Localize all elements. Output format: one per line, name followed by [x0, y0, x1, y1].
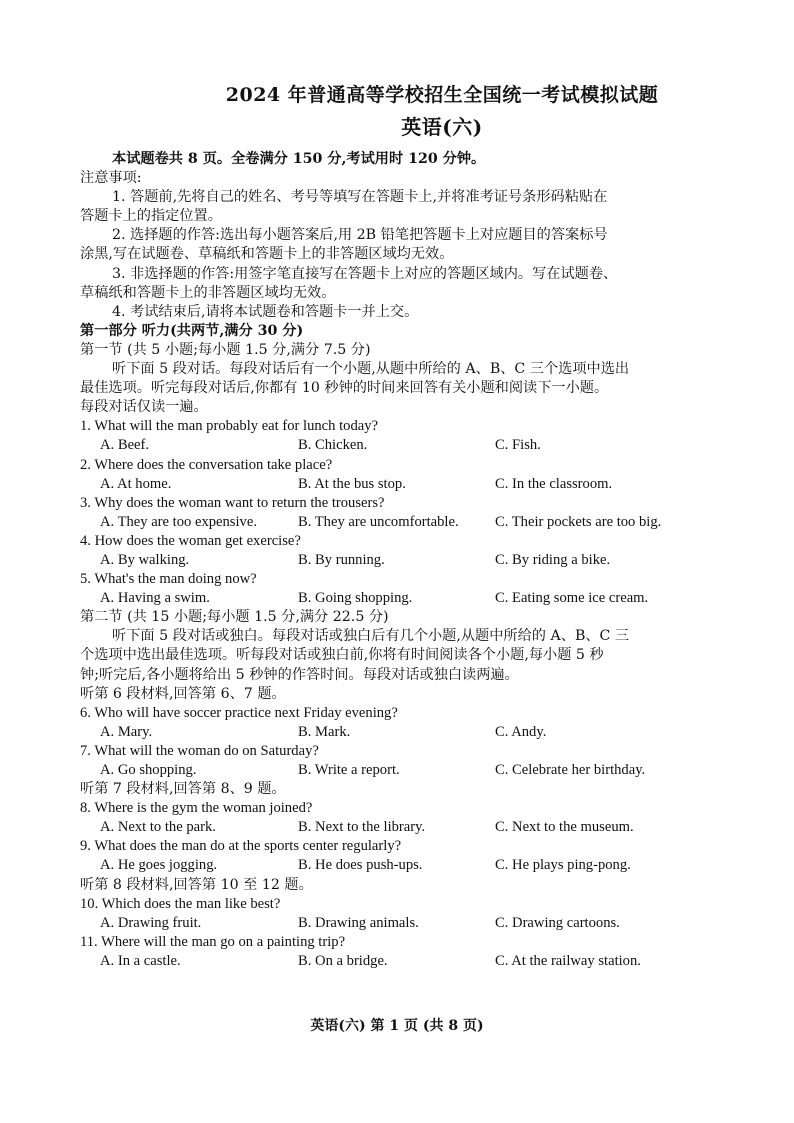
question-options	[80, 818, 748, 837]
section1-instruction-2: 最佳选项。听完每段对话后,你都有 10 秒钟的时间来回答有关小题和阅读下一小题。	[80, 380, 609, 397]
exam-summary: 本试题卷共 8 页。全卷满分 150 分,考试用时 120 分钟。	[112, 151, 486, 167]
section1-instruction-3: 每段对话仅读一遍。	[80, 399, 208, 416]
option-a: A. Beef.	[100, 437, 150, 454]
question-2	[80, 456, 748, 494]
question-stem: 5. What's the man doing now?	[80, 571, 257, 588]
question-stem: 3. Why does the woman want to return the trousers?	[80, 494, 385, 511]
question-7	[80, 742, 748, 780]
option-b: B. Write a report.	[298, 762, 400, 778]
question-9	[80, 837, 748, 875]
section1-heading: 第一节 (共 5 小题;每小题 1.5 分,满分 7.5 分)	[80, 341, 371, 358]
question-options	[80, 856, 748, 875]
question-options	[80, 513, 748, 532]
question-8	[80, 799, 748, 837]
page-footer: 英语(六) 第 1 页 (共 8 页)	[310, 1018, 484, 1034]
option-b: B. Going shopping.	[298, 590, 413, 607]
notice-1-line-2: 答题卡上的指定位置。	[80, 208, 222, 225]
question-options	[80, 914, 748, 933]
section2-instruction-1: 听下面 5 段对话或独白。每段对话或独白后有几个小题,从题中所给的 A、B、C 三	[112, 628, 630, 645]
question-stem: 8. Where is the gym the woman joined?	[80, 800, 313, 817]
question-stem: 11. Where will the man go on a painting trip?	[80, 933, 346, 950]
option-b: B. They are uncomfortable.	[298, 513, 459, 530]
option-c: C. Fish.	[495, 437, 541, 454]
question-options	[80, 761, 748, 780]
question-11	[80, 933, 748, 971]
question-options	[80, 551, 748, 570]
question-options	[80, 952, 748, 971]
question-options	[80, 436, 748, 455]
option-c: C. By riding a bike.	[495, 551, 611, 568]
material-7-note: 听第 7 段材料,回答第 8、9 题。	[80, 781, 286, 798]
notice-4: 4. 考试结束后,请将本试题卷和答题卡一并上交。	[112, 303, 419, 320]
question-4	[80, 532, 748, 570]
option-a: A. In a castle.	[100, 952, 181, 969]
option-b: B. Next to the library.	[298, 819, 426, 836]
question-3	[80, 494, 748, 532]
option-b: B. At the bus stop.	[298, 475, 406, 492]
question-options	[80, 723, 748, 742]
question-5	[80, 570, 748, 608]
option-c: C. In the classroom.	[495, 475, 613, 492]
question-stem: 1. What will the man probably eat for lunch today?	[80, 418, 379, 435]
notice-1-line-1: 1. 答题前,先将自己的姓名、考号等填写在答题卡上,并将准考证号条形码粘贴在	[112, 189, 608, 206]
question-stem: 9. What does the man do at the sports center regularly?	[80, 838, 402, 855]
question-options	[80, 475, 748, 494]
section2-heading: 第二节 (共 15 小题;每小题 1.5 分,满分 22.5 分)	[80, 609, 389, 626]
option-c: C. Their pockets are too big.	[495, 513, 662, 530]
material-6-note: 听第 6 段材料,回答第 6、7 题。	[80, 685, 286, 702]
exam-header	[0, 80, 794, 140]
exam-subject: 英语(六)	[401, 115, 483, 139]
exam-title: 2024 年普通高等学校招生全国统一考试模拟试题	[225, 84, 659, 106]
option-a: A. Go shopping.	[100, 762, 197, 778]
question-6	[80, 704, 748, 742]
section2-instruction-2: 个选项中选出最佳选项。听每段对话或独白前,你将有时间阅读各个小题,每小题 5 秒	[80, 647, 604, 664]
option-a: A. Mary.	[100, 723, 153, 740]
exam-body	[80, 150, 748, 971]
option-b: B. By running.	[298, 551, 385, 568]
option-a: A. They are too expensive.	[100, 513, 257, 530]
notice-3-line-2: 草稿纸和答题卡上的非答题区域均无效。	[80, 284, 336, 301]
section2-instruction-3: 钟;听完后,各小题将给出 5 秒钟的作答时间。每段对话或独白读两遍。	[80, 666, 519, 683]
notice-label: 注意事项:	[80, 170, 142, 187]
question-stem: 4. How does the woman get exercise?	[80, 532, 301, 549]
part1-heading: 第一部分 听力(共两节,满分 30 分)	[80, 322, 304, 339]
option-c: C. At the railway station.	[495, 952, 641, 969]
question-stem: 6. Who will have soccer practice next Friday evening?	[80, 704, 398, 721]
question-stem: 7. What will the woman do on Saturday?	[80, 742, 319, 759]
option-a: A. By walking.	[100, 551, 190, 568]
option-a: A. Drawing fruit.	[100, 914, 202, 931]
material-8-note: 听第 8 段材料,回答第 10 至 12 题。	[80, 876, 313, 893]
notice-2-line-2: 涂黑,写在试题卷、草稿纸和答题卡上的非答题区域均无效。	[80, 246, 454, 263]
option-a: A. He goes jogging.	[100, 857, 218, 874]
option-b: B. Mark.	[298, 723, 351, 740]
option-c: C. He plays ping-pong.	[495, 857, 631, 874]
option-b: B. Drawing animals.	[298, 914, 419, 931]
question-1	[80, 417, 748, 455]
question-stem: 10. Which does the man like best?	[80, 895, 281, 912]
option-b: B. On a bridge.	[298, 952, 388, 969]
option-a: A. Next to the park.	[100, 819, 216, 836]
option-c: C. Andy.	[495, 723, 547, 740]
option-b: B. He does push-ups.	[298, 857, 423, 874]
option-c: C. Drawing cartoons.	[495, 914, 620, 931]
question-10	[80, 895, 748, 933]
option-c: C. Eating some ice cream.	[495, 590, 649, 607]
option-b: B. Chicken.	[298, 437, 368, 454]
option-c: C. Celebrate her birthday.	[495, 762, 646, 778]
option-a: A. Having a swim.	[100, 590, 210, 607]
question-options	[80, 589, 748, 608]
notice-2-line-1: 2. 选择题的作答:选出每小题答案后,用 2B 铅笔把答题卡上对应题目的答案标号	[112, 227, 608, 244]
question-stem: 2. Where does the conversation take place?	[80, 456, 333, 473]
section1-instruction-1: 听下面 5 段对话。每段对话后有一个小题,从题中所给的 A、B、C 三个选项中选出	[112, 361, 630, 378]
notice-3-line-1: 3. 非选择题的作答:用签字笔直接写在答题卡上对应的答题区域内。写在试题卷、	[112, 265, 618, 282]
option-c: C. Next to the museum.	[495, 819, 634, 836]
option-a: A. At home.	[100, 475, 172, 492]
